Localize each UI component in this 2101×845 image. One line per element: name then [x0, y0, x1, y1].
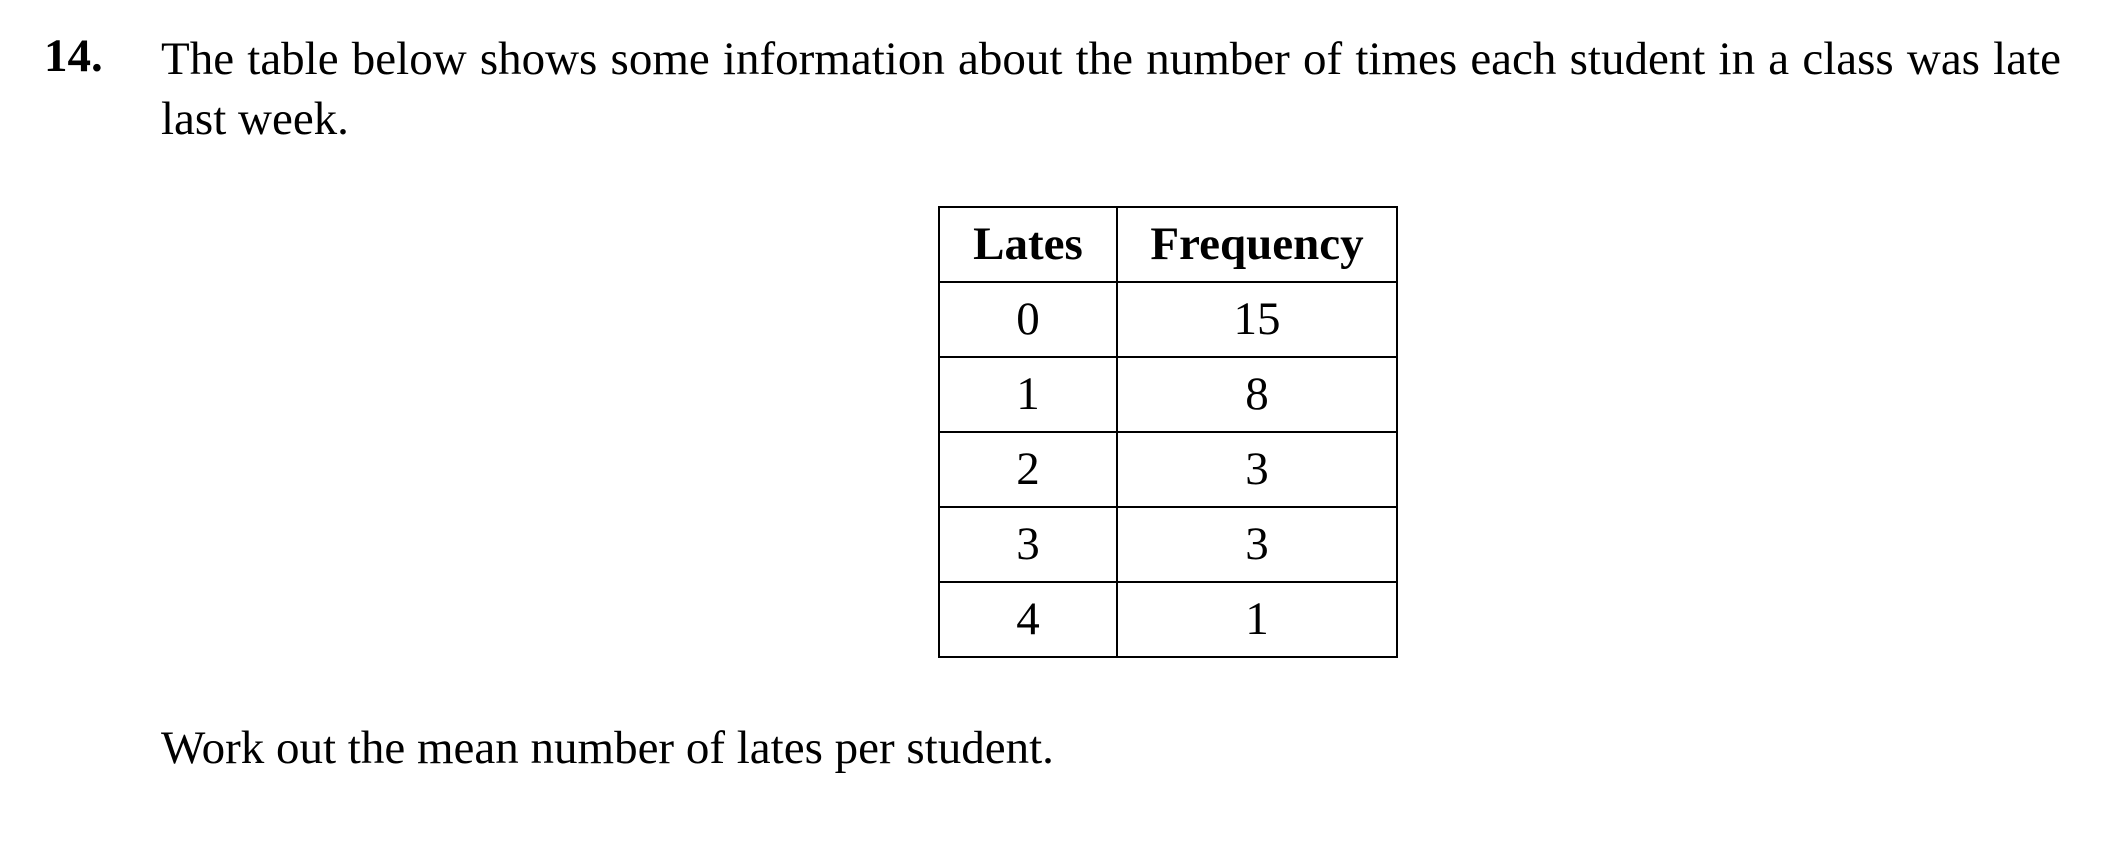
- table-row: [939, 507, 1397, 582]
- question-number: 14.: [44, 30, 103, 82]
- instruction-text: Work out the mean number of lates per student.: [161, 722, 1054, 774]
- lates-cell: 2: [939, 432, 1117, 507]
- lates-cell: 0: [939, 282, 1117, 357]
- frequency-cell: 1: [1117, 582, 1397, 657]
- question-text: The table below shows some information about the number of times each student in a class was late last week.: [161, 33, 2061, 145]
- frequency-cell: 8: [1117, 357, 1397, 432]
- lates-cell: 3: [939, 507, 1117, 582]
- frequency-cell: 3: [1117, 432, 1397, 507]
- header-frequency: Frequency: [1117, 207, 1397, 282]
- table-row: [939, 582, 1397, 657]
- frequency-cell: 15: [1117, 282, 1397, 357]
- frequency-table: [938, 206, 1398, 658]
- table-row: [939, 282, 1397, 357]
- lates-cell: 4: [939, 582, 1117, 657]
- table-row: [939, 432, 1397, 507]
- frequency-cell: 3: [1117, 507, 1397, 582]
- table-row: [939, 357, 1397, 432]
- frequency-table-container: [938, 206, 1398, 658]
- lates-cell: 1: [939, 357, 1117, 432]
- table-header-row: [939, 207, 1397, 282]
- header-lates: Lates: [939, 207, 1117, 282]
